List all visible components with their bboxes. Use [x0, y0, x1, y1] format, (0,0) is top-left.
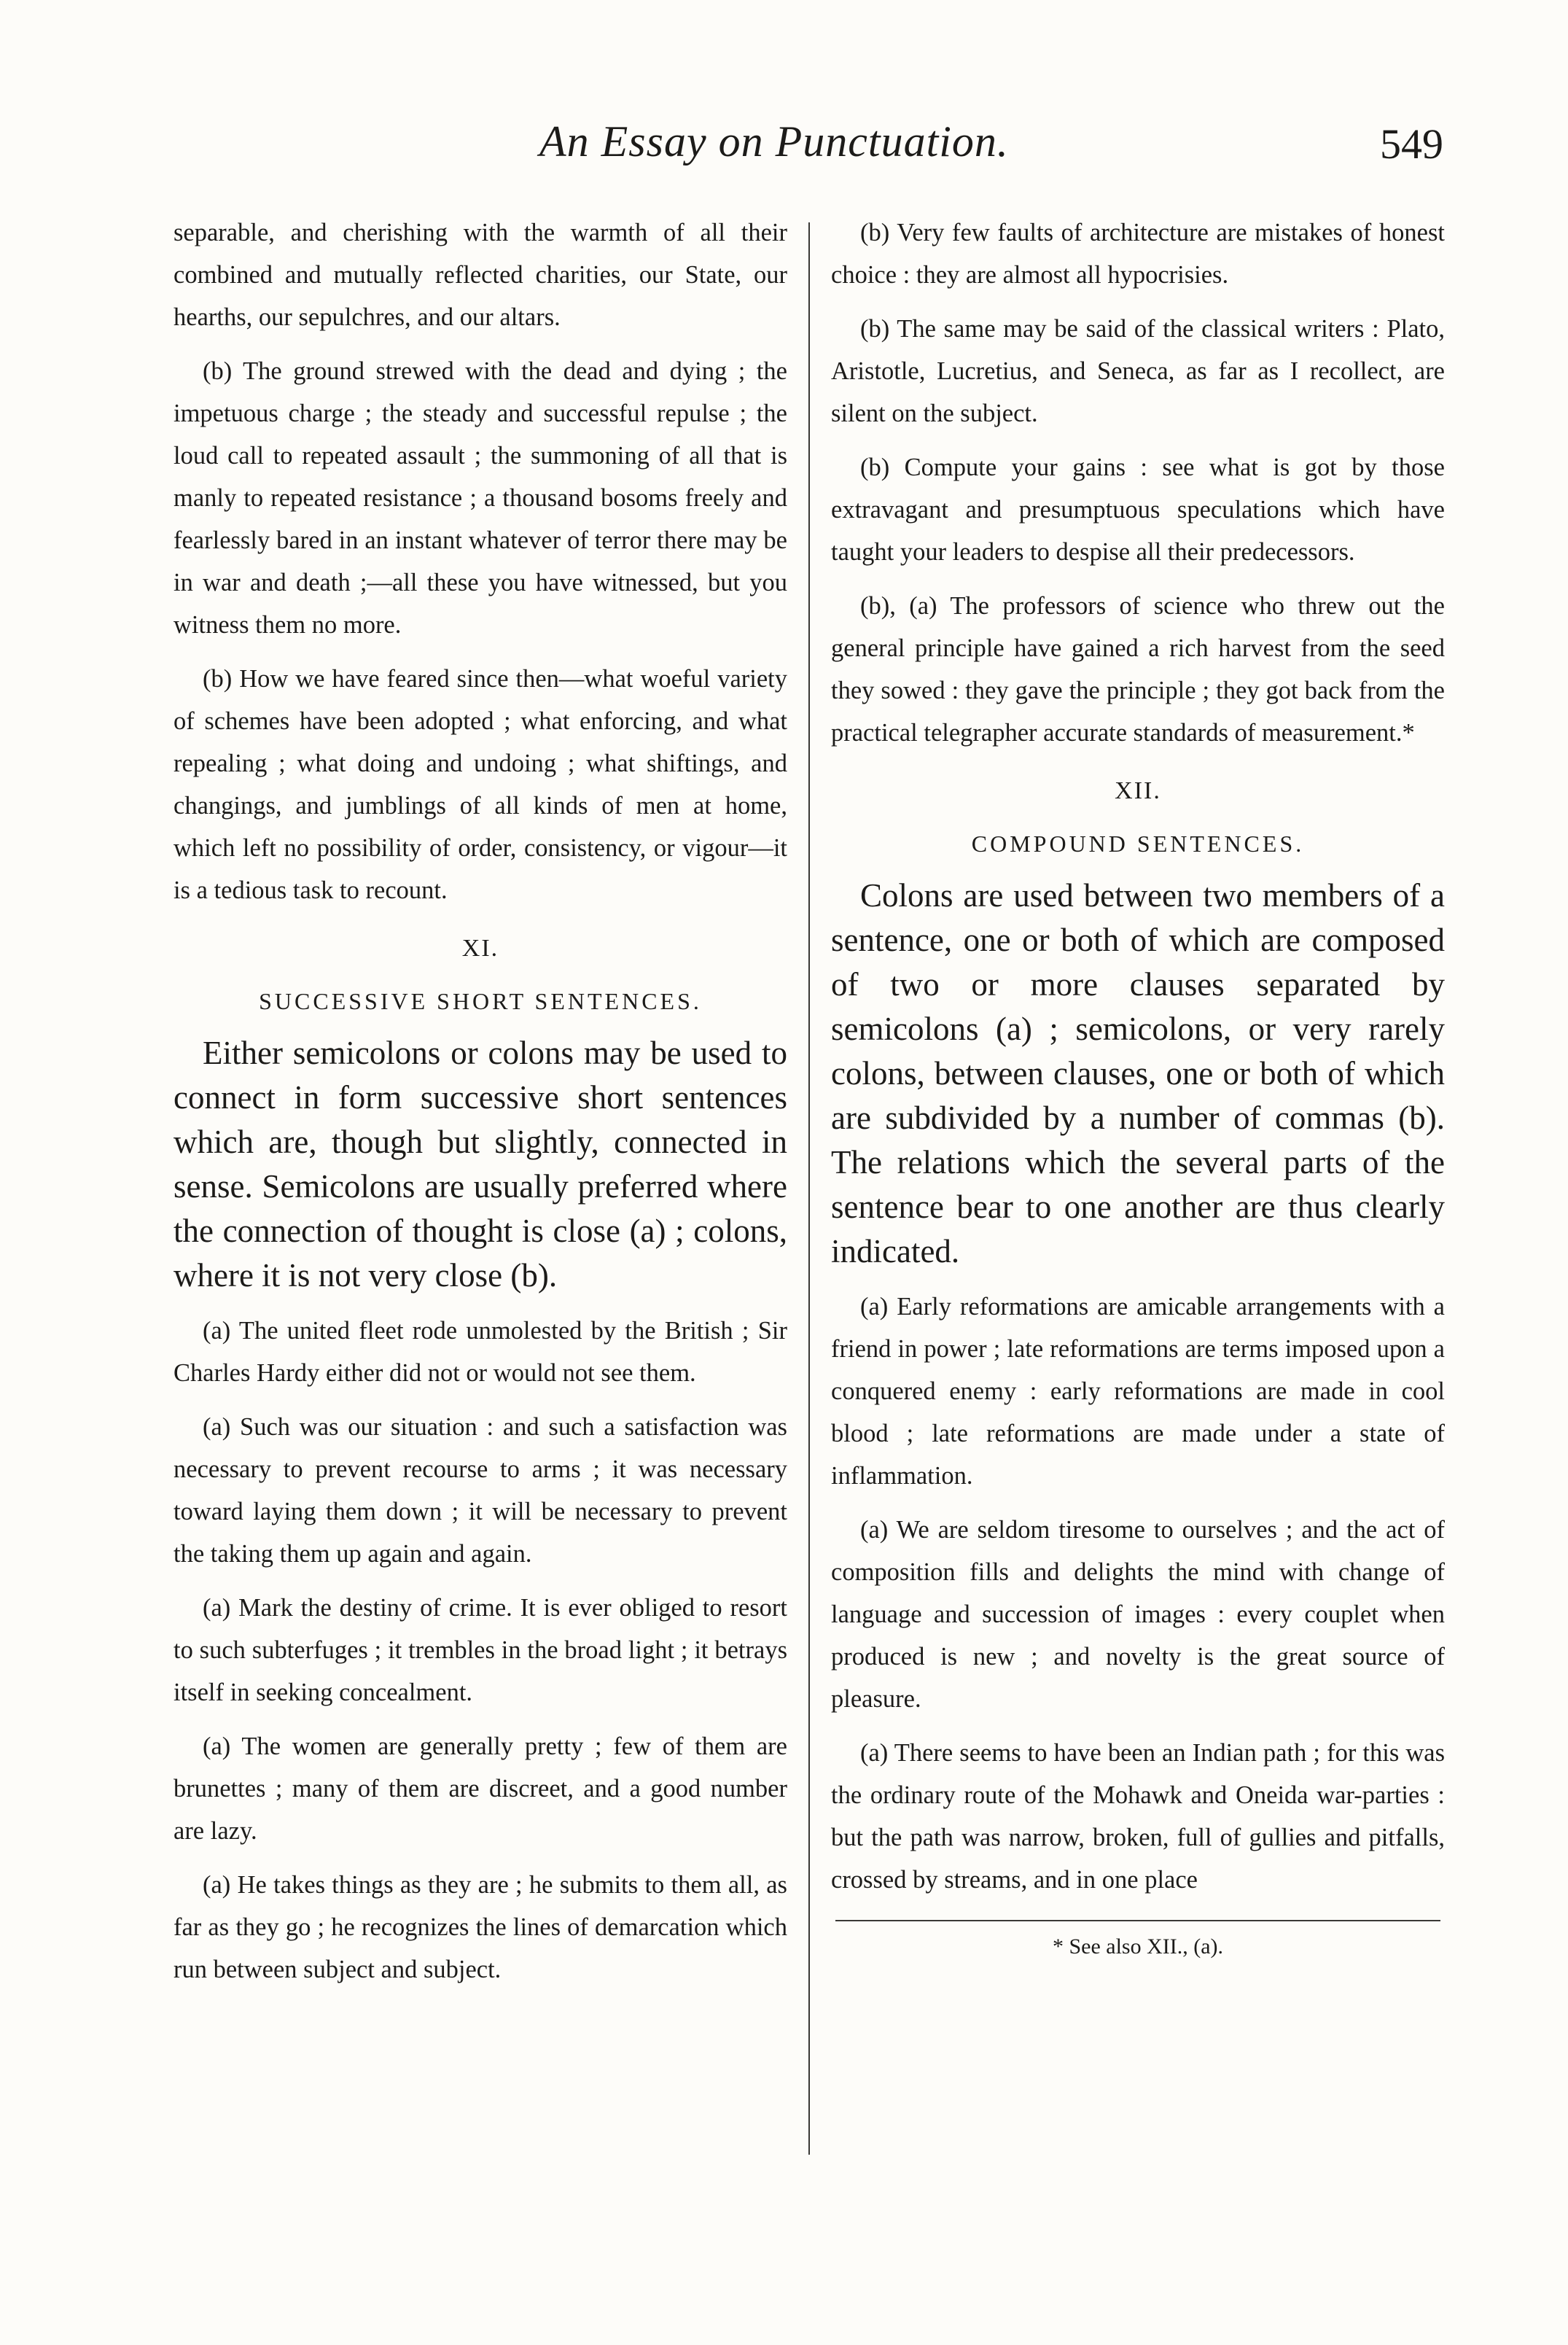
rule-paragraph: Either semicolons or colons may be used to connect in form successive short sentences which are, though but slightly, connected in sense. Semicolons are usually preferred where the connection of thought is close (a) ; colons, where it is not very close (b).: [173, 1035, 787, 1294]
example-paragraph: (b) Compute your gains : see what is got by those extravagant and presumptuous speculations which have taught your leaders to despise all their predecessors.: [831, 454, 1445, 566]
running-title: An Essay on Punctuation.: [539, 117, 1009, 166]
rule-paragraph: Colons are used between two members of a sentence, one or both of which are composed of two or more clauses separated by semicolons (a) ; semicolons, or very rarely colons, between clauses, one or both of which are subdivided by a number of commas (b). The relations which the several parts of the sentence bear to one another are thus clearly indicated.: [831, 877, 1445, 1269]
example-paragraph: (b) The same may be said of the classical writers : Plato, Aristotle, Lucretius, and Seneca, as far as I recollect, are silent on the subject.: [831, 315, 1445, 427]
example-paragraph: (a) We are seldom tiresome to ourselves ; and the act of composition fills and delights the mind with change of language and succession of images : every couplet when produced is new ; and novelty is the great source of pleasure.: [831, 1516, 1445, 1713]
page-header: [539, 117, 1443, 190]
example-paragraph: (b), (a) The professors of science who threw out the general principle have gained a rich harvest from the seed they sowed : they gave the principle ; they got back from the practical telegrapher accurate standards of measurement.*: [831, 592, 1445, 747]
example-paragraph: (b) The ground strewed with the dead and dying ; the impetuous charge ; the steady and successful repulse ; the loud call to repeated assault ; the summoning of all that is manly to repeated resistance ; a thousand bosoms freely and fearlessly bared in an instant whatever of terror there may be in war and death ;—all these you have witnessed, but you witness them no more.: [173, 357, 787, 639]
column-divider: [808, 222, 810, 2155]
example-paragraph: (a) Mark the destiny of crime. It is ever obliged to resort to such subterfuges ; it trembles in the broad light ; it betrays itself in seeking concealment.: [173, 1594, 787, 1706]
continuation-paragraph: separable, and cherishing with the warmth of all their combined and mutually reflected charities, our State, our hearths, our sepulchres, and our altars.: [173, 219, 787, 331]
example-paragraph: (a) The women are generally pretty ; few of them are brunettes ; many of them are discreet, and a good number are lazy.: [173, 1732, 787, 1845]
section-number: XI.: [461, 935, 499, 962]
example-paragraph: (a) There seems to have been an Indian path ; for this was the ordinary route of the Mohawk and Oneida war-parties : but the path was narrow, broken, full of gullies and pitfalls, crossed by streams, and in one place: [831, 1739, 1445, 1894]
footnote: * See also XII., (a).: [1052, 1934, 1224, 1959]
section-number: XII.: [1115, 777, 1161, 804]
section-title: SUCCESSIVE SHORT SENTENCES.: [259, 988, 702, 1014]
example-paragraph: (a) He takes things as they are ; he submits to them all, as far as they go ; he recognizes the lines of demarcation which run between subject and subject.: [173, 1871, 787, 1983]
left-column: [173, 211, 787, 1991]
page-number: 549: [1380, 120, 1443, 168]
section-title: COMPOUND SENTENCES.: [971, 831, 1305, 857]
example-paragraph: (a) Such was our situation : and such a satisfaction was necessary to prevent recourse to arms ; it was necessary toward laying them down ; it will be necessary to prevent the taking them up again and again.: [173, 1413, 787, 1568]
right-column: [831, 211, 1445, 1965]
example-paragraph: (b) How we have feared since then—what woeful variety of schemes have been adopted ; what enforcing, and what repealing ; what doing and undoing ; what shiftings, and changings, and jumblings of all kinds of men at home, which left no possibility of order, consistency, or vigour—it is a tedious task to recount.: [173, 665, 787, 904]
example-paragraph: (a) The united fleet rode unmolested by the British ; Sir Charles Hardy either did not or would not see them.: [173, 1317, 787, 1387]
footnote-divider: [835, 1920, 1440, 1921]
example-paragraph: (a) Early reformations are amicable arrangements with a friend in power ; late reformations are terms imposed upon a conquered enemy : early reformations are made in cool blood ; late reformations are made under a state of inflammation.: [831, 1293, 1445, 1490]
example-paragraph: (b) Very few faults of architecture are mistakes of honest choice : they are almost all hypocrisies.: [831, 219, 1445, 289]
